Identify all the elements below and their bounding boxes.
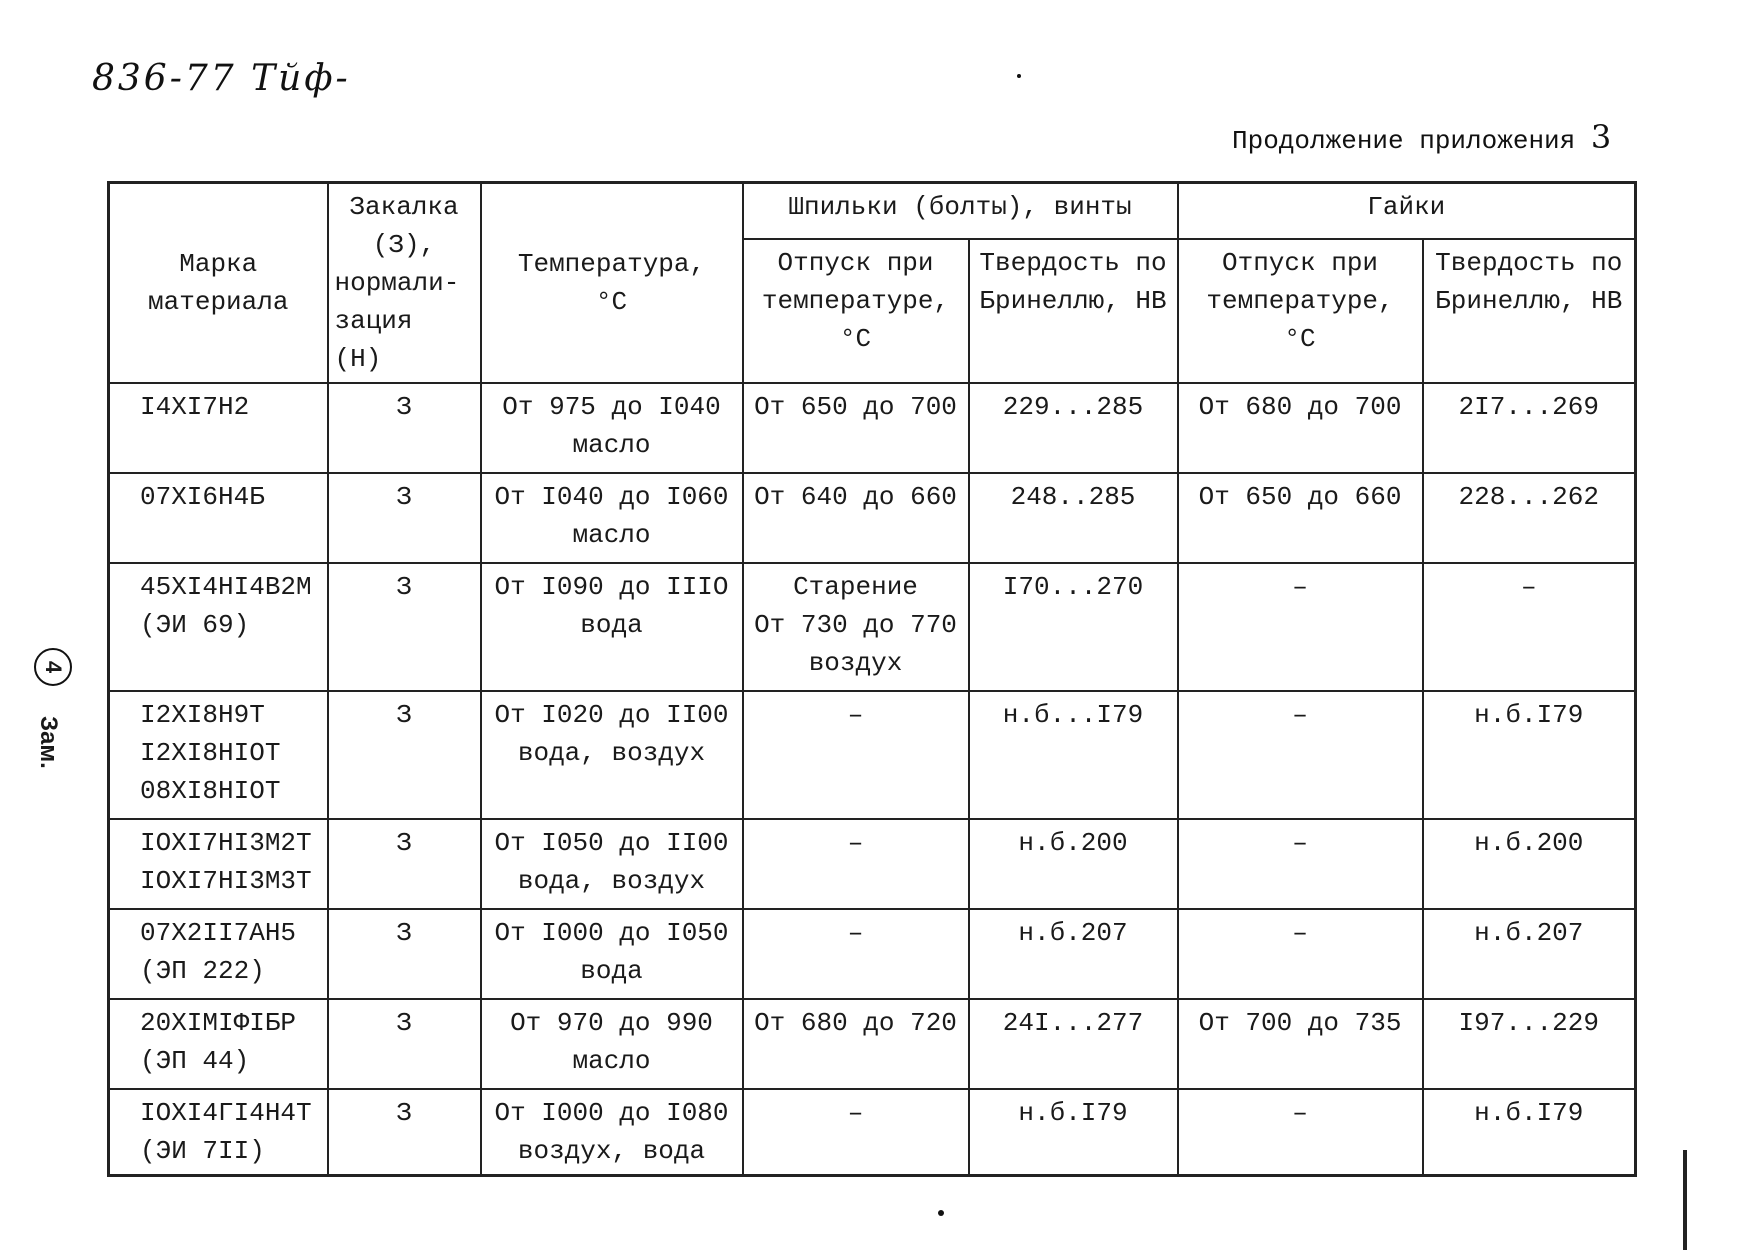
cell-stud-tempering-line: От 680 до 720 [754,1008,957,1038]
cell-material-line: IOXI7HI3M3T [140,866,312,896]
cell-nut-hardness [1423,691,1636,819]
cell-material-line: (ЭИ 69) [140,610,250,640]
cell-nut-hardness [1423,909,1636,999]
cell-material-line: 08XI8HIOT [140,776,281,806]
cell-mode-line: З [396,1008,412,1038]
cell-temperature-line: воздух, вода [517,1136,706,1166]
cell-temperature-line: От I040 до I060 [494,482,729,512]
cell-nut-tempering [1178,909,1423,999]
cell-nut-hardness [1423,999,1636,1089]
cell-material [109,1089,328,1176]
cell-material-line: (ЭП 44) [140,1046,250,1076]
cell-stud-tempering-line: От 730 до 770 [754,610,957,640]
header-line: Бринеллю, НВ [979,285,1167,316]
cell-nut-hardness [1423,819,1636,909]
cell-stud-hardness-line: 248..285 [1010,482,1136,512]
header-line: температуре, [1206,285,1394,316]
cell-nut-hardness-line: н.б.I79 [1474,700,1584,730]
cell-nut-hardness-line: 2I7...269 [1458,392,1599,422]
cell-nut-tempering-line: – [1292,918,1308,948]
cell-material-line: IOXI4ГI4H4T [140,1098,312,1128]
continuation-header [1232,118,1611,156]
cell-nut-tempering [1178,383,1423,473]
cell-mode [328,473,481,563]
header-quench-line: зация (Н) [334,306,413,374]
header-material-line: Марка [179,249,258,279]
cell-temperature-line: масло [572,1046,651,1076]
materials-table [107,181,1637,1177]
cell-temperature [481,909,743,999]
table-row [109,999,1636,1089]
cell-mode-line: З [396,828,412,858]
cell-material [109,473,328,563]
cell-mode [328,563,481,691]
cell-stud-hardness [969,909,1178,999]
header-material [109,183,328,384]
cell-stud-tempering [743,819,969,909]
cell-material [109,691,328,819]
cell-material-line: 07XI6H4Б [140,482,265,512]
cell-nut-tempering-line: От 680 до 700 [1198,392,1402,422]
cell-stud-hardness-line: н.б.I79 [1018,1098,1128,1128]
cell-material [109,999,328,1089]
cell-temperature-line: вода [580,956,643,986]
cell-material-line: (ЭИ 7II) [140,1136,265,1166]
cell-nut-hardness-line: I97...229 [1458,1008,1599,1038]
cell-stud-tempering [743,691,969,819]
cell-temperature [481,691,743,819]
cell-nut-hardness-line: н.б.200 [1474,828,1584,858]
cell-mode [328,691,481,819]
header-line: Бринеллю, НВ [1435,285,1623,316]
cell-mode-line: З [396,572,412,602]
scan-speck [1017,74,1021,78]
cell-stud-tempering-line: Старение [793,572,918,602]
header-line: Отпуск при [1222,247,1379,278]
cell-stud-hardness-line: 229...285 [1002,392,1144,422]
cell-material [109,909,328,999]
cell-temperature [481,563,743,691]
cell-material-line: I2XI8H9T [140,700,265,730]
cell-stud-hardness [969,819,1178,909]
cell-stud-tempering-line: От 650 до 700 [754,392,957,422]
cell-material [109,563,328,691]
table-body [109,383,1636,1176]
cell-material-line: I4XI7H2 [140,392,250,422]
cell-temperature-line: От I050 до II00 [494,828,729,858]
cell-temperature [481,473,743,563]
cell-stud-hardness [969,1089,1178,1176]
cell-nut-tempering [1178,563,1423,691]
cell-nut-tempering-line: От 700 до 735 [1198,1008,1402,1038]
cell-nut-tempering-line: – [1292,828,1308,858]
cell-material [109,819,328,909]
header-quench-line: нормали- [334,268,460,298]
cell-nut-hardness-line: н.б.207 [1474,918,1584,948]
cell-nut-tempering [1178,1089,1423,1176]
header-temperature-unit: °С [595,287,628,317]
cell-temperature [481,999,743,1089]
table-row [109,691,1636,819]
cell-temperature-line: масло [572,520,651,550]
cell-material-line: IOXI7HI3M2T [140,828,312,858]
cell-stud-tempering [743,473,969,563]
cell-temperature-line: От I090 до IIIO [494,572,729,602]
cell-stud-tempering [743,563,969,691]
cell-stud-hardness [969,691,1178,819]
cell-stud-hardness-line: н.б.200 [1018,828,1128,858]
cell-mode-line: З [396,392,412,422]
header-nuts-group: Гайки [1178,183,1636,239]
cell-temperature [481,1089,743,1176]
header-line: Отпуск при [777,247,934,278]
cell-stud-tempering [743,383,969,473]
cell-stud-tempering-line: – [847,828,864,858]
table-row [109,819,1636,909]
header-line: температуре, [761,285,950,316]
table-row [109,383,1636,473]
cell-temperature-line: От I000 до I050 [494,918,729,948]
cell-material [109,383,328,473]
handwritten-note: 836-77 Тйф- [92,58,351,99]
table-header [109,183,1636,384]
side-badge-number: 4 [41,660,66,674]
cell-mode-line: З [396,482,412,512]
cell-nut-tempering-line: – [1292,1098,1308,1128]
cell-nut-hardness [1423,1089,1636,1176]
cell-stud-tempering-line: – [847,1098,864,1128]
cell-stud-hardness-line: н.б.207 [1018,918,1128,948]
cell-stud-hardness [969,473,1178,563]
header-nut-tempering [1178,239,1423,383]
cell-mode-line: З [396,918,412,948]
cell-temperature-line: вода [580,610,643,640]
cell-mode [328,909,481,999]
cell-stud-hardness [969,563,1178,691]
header-quench [328,183,481,384]
table-row [109,1089,1636,1176]
cell-stud-tempering [743,909,969,999]
cell-mode-line: З [396,700,412,730]
cell-temperature-line: вода, воздух [517,866,706,896]
side-badge-circle [34,648,72,686]
cell-material-line: 07X2II7AH5 [140,918,297,948]
cell-temperature-line: От 975 до I040 [502,392,721,422]
cell-nut-tempering-line: От 650 до 660 [1198,482,1402,512]
continuation-label: Продолжение приложения [1232,126,1576,156]
header-quench-line: Закалка [349,192,459,222]
cell-stud-hardness [969,999,1178,1089]
cell-stud-hardness-line: I70...270 [1002,572,1144,602]
header-stud-tempering [743,239,969,383]
cell-nut-tempering [1178,819,1423,909]
cell-stud-tempering-line: – [847,918,864,948]
header-unit: °С [839,323,872,354]
cell-stud-hardness-line: 24I...277 [1002,1008,1144,1038]
cell-temperature-line: От I020 до II00 [494,700,729,730]
cell-stud-tempering [743,1089,969,1176]
cell-temperature-line: масло [572,430,651,460]
cell-material-line: I2XI8HIOT [140,738,281,768]
table-row [109,473,1636,563]
cell-nut-tempering-line: – [1292,700,1308,730]
side-note: Зам. [35,716,62,769]
cell-material-line: 20XIMIФIБР [140,1008,297,1038]
table-row [109,909,1636,999]
cell-stud-tempering-line: От 640 до 660 [754,482,957,512]
cell-nut-hardness-line: н.б.I79 [1474,1098,1584,1128]
cell-nut-tempering [1178,999,1423,1089]
header-temperature-line: Температура, [517,249,706,279]
cell-temperature-line: вода, воздух [517,738,706,768]
header-unit: °С [1284,323,1316,354]
header-stud-hardness [969,239,1178,383]
header-temperature [481,183,743,384]
header-quench-line: (З), [372,230,436,260]
table-row [109,563,1636,691]
cell-stud-hardness [969,383,1178,473]
scan-speck [938,1210,944,1216]
header-material-line: материала [148,287,289,317]
cell-nut-hardness-line: 228...262 [1458,482,1599,512]
header-line: Твердость по [979,247,1167,278]
cell-nut-hardness [1423,383,1636,473]
cell-mode-line: З [396,1098,412,1128]
cell-mode [328,999,481,1089]
cell-stud-tempering-line: – [847,700,864,730]
header-row [109,183,1636,239]
cell-mode [328,383,481,473]
cell-nut-tempering [1178,691,1423,819]
cell-nut-tempering [1178,473,1423,563]
cell-temperature [481,819,743,909]
header-studs-group: Шпильки (болты), винты [743,183,1178,239]
cell-nut-hardness [1423,473,1636,563]
cell-temperature [481,383,743,473]
cell-nut-hardness [1423,563,1636,691]
cell-material-line: (ЭП 222) [140,956,265,986]
cell-material-line: 45XI4HI4B2M [140,572,312,602]
cell-stud-hardness-line: н.б...I79 [1002,700,1144,730]
header-line: Твердость по [1435,247,1623,278]
cell-mode [328,819,481,909]
cell-stud-tempering [743,999,969,1089]
header-nut-hardness [1423,239,1636,383]
scan-edge-mark [1683,1150,1687,1250]
cell-nut-hardness-line: – [1520,572,1537,602]
cell-temperature-line: От I000 до I080 [494,1098,729,1128]
cell-nut-tempering-line: – [1292,572,1308,602]
cell-stud-tempering-line: воздух [808,648,903,678]
appendix-number: 3 [1590,118,1612,156]
cell-mode [328,1089,481,1176]
cell-temperature-line: От 970 до 990 [510,1008,713,1038]
